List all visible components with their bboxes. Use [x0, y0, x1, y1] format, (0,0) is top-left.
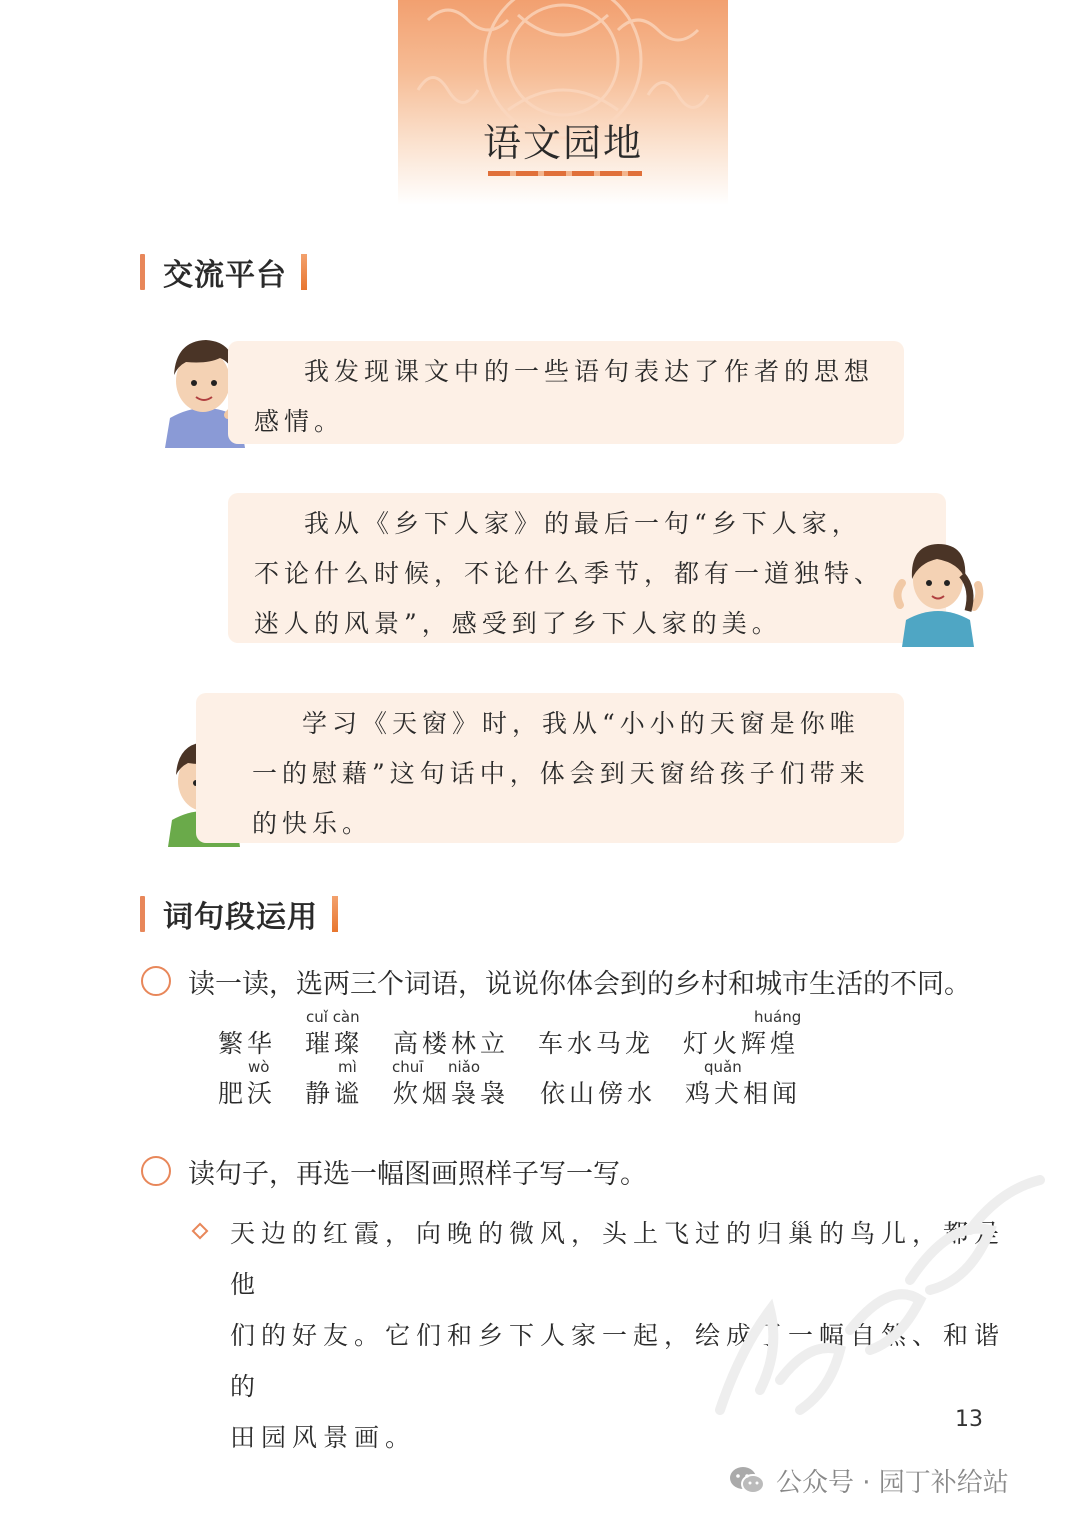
bubble-line: 我从《乡下人家》的最后一句“乡下人家， [304, 509, 862, 538]
bubble-line: 我发现课文中的一些语句表达了作者的思想 [304, 357, 875, 386]
section-label: 交流平台 [163, 258, 287, 293]
word-item: 炊烟袅袅 [393, 1079, 510, 1108]
heading-bar-right [301, 254, 307, 290]
watermark-logo [700, 1130, 1060, 1430]
word-item: 车水马龙 [538, 1029, 655, 1058]
task1-prompt: 读一读，选两三个词语，说说你体会到的乡村和城市生活的不同。 [188, 969, 971, 1000]
heading-bar-right [332, 896, 338, 932]
word-item: 高楼林立 [393, 1029, 510, 1058]
page-number: 13 [955, 1407, 983, 1432]
word-item: 灯火辉煌 [683, 1029, 800, 1058]
title-underline [488, 171, 642, 176]
pinyin-quan: quǎn [704, 1058, 742, 1076]
diamond-bullet-icon [192, 1223, 209, 1240]
bubble-line: 的快乐。 [252, 809, 373, 838]
girl-avatar [888, 535, 988, 647]
bubble-line: 感情。 [254, 407, 345, 436]
bubble-line: 迷人的风景”，感受到了乡下人家的美。 [254, 609, 782, 638]
pinyin-mi: mì [338, 1058, 357, 1076]
word-item: 依山傍水 [540, 1079, 657, 1108]
heading-bar-left [140, 254, 145, 290]
bubble-line: 一的慰藉”这句话中，体会到天窗给孩子们带来 [252, 759, 870, 788]
heading-bar-left [140, 896, 145, 932]
word-item: 静谧 [305, 1079, 364, 1108]
task-circle-icon [141, 1156, 171, 1186]
bubble-line: 学习《天窗》时，我从“小小的天窗是你唯 [302, 709, 860, 738]
word-item: 肥沃 [218, 1079, 277, 1108]
section-heading-usage [140, 894, 338, 934]
example-line: 田园风景画。 [230, 1423, 417, 1452]
bubble-line: 不论什么时候，不论什么季节，都有一道独特、 [254, 559, 885, 588]
pinyin-chui: chuī [392, 1058, 424, 1076]
word-item: 鸡犬相闻 [685, 1079, 802, 1108]
pinyin-wo: wò [248, 1058, 270, 1076]
word-item: 繁华 [218, 1029, 277, 1058]
footer-text: 公众号 · 园丁补给站 [776, 1468, 1009, 1498]
wechat-icon [728, 1465, 766, 1497]
page-title: 语文园地 [482, 121, 643, 165]
task2-prompt: 读句子，再选一幅图画照样子写一写。 [188, 1159, 647, 1190]
section-label: 词句段运用 [163, 900, 318, 935]
footer-account [728, 1462, 1009, 1499]
section-heading-exchange [140, 252, 307, 292]
speech-bubble-1 [228, 341, 904, 444]
task-circle-icon [141, 966, 171, 996]
speech-bubble-3 [196, 693, 904, 843]
example-line: 天边的红霞，向晚的微风，头上飞过的归巢的鸟儿，都是他 [230, 1219, 1006, 1299]
example-line: 们的好友。它们和乡下人家一起，绘成了一幅自然、和谐的 [230, 1321, 1006, 1401]
pinyin-cuican: cuǐ càn [306, 1008, 360, 1026]
speech-bubble-2 [228, 493, 946, 643]
pinyin-niao: niǎo [448, 1058, 481, 1076]
pinyin-huang: huáng [754, 1008, 802, 1026]
word-item: 璀璨 [305, 1029, 364, 1058]
